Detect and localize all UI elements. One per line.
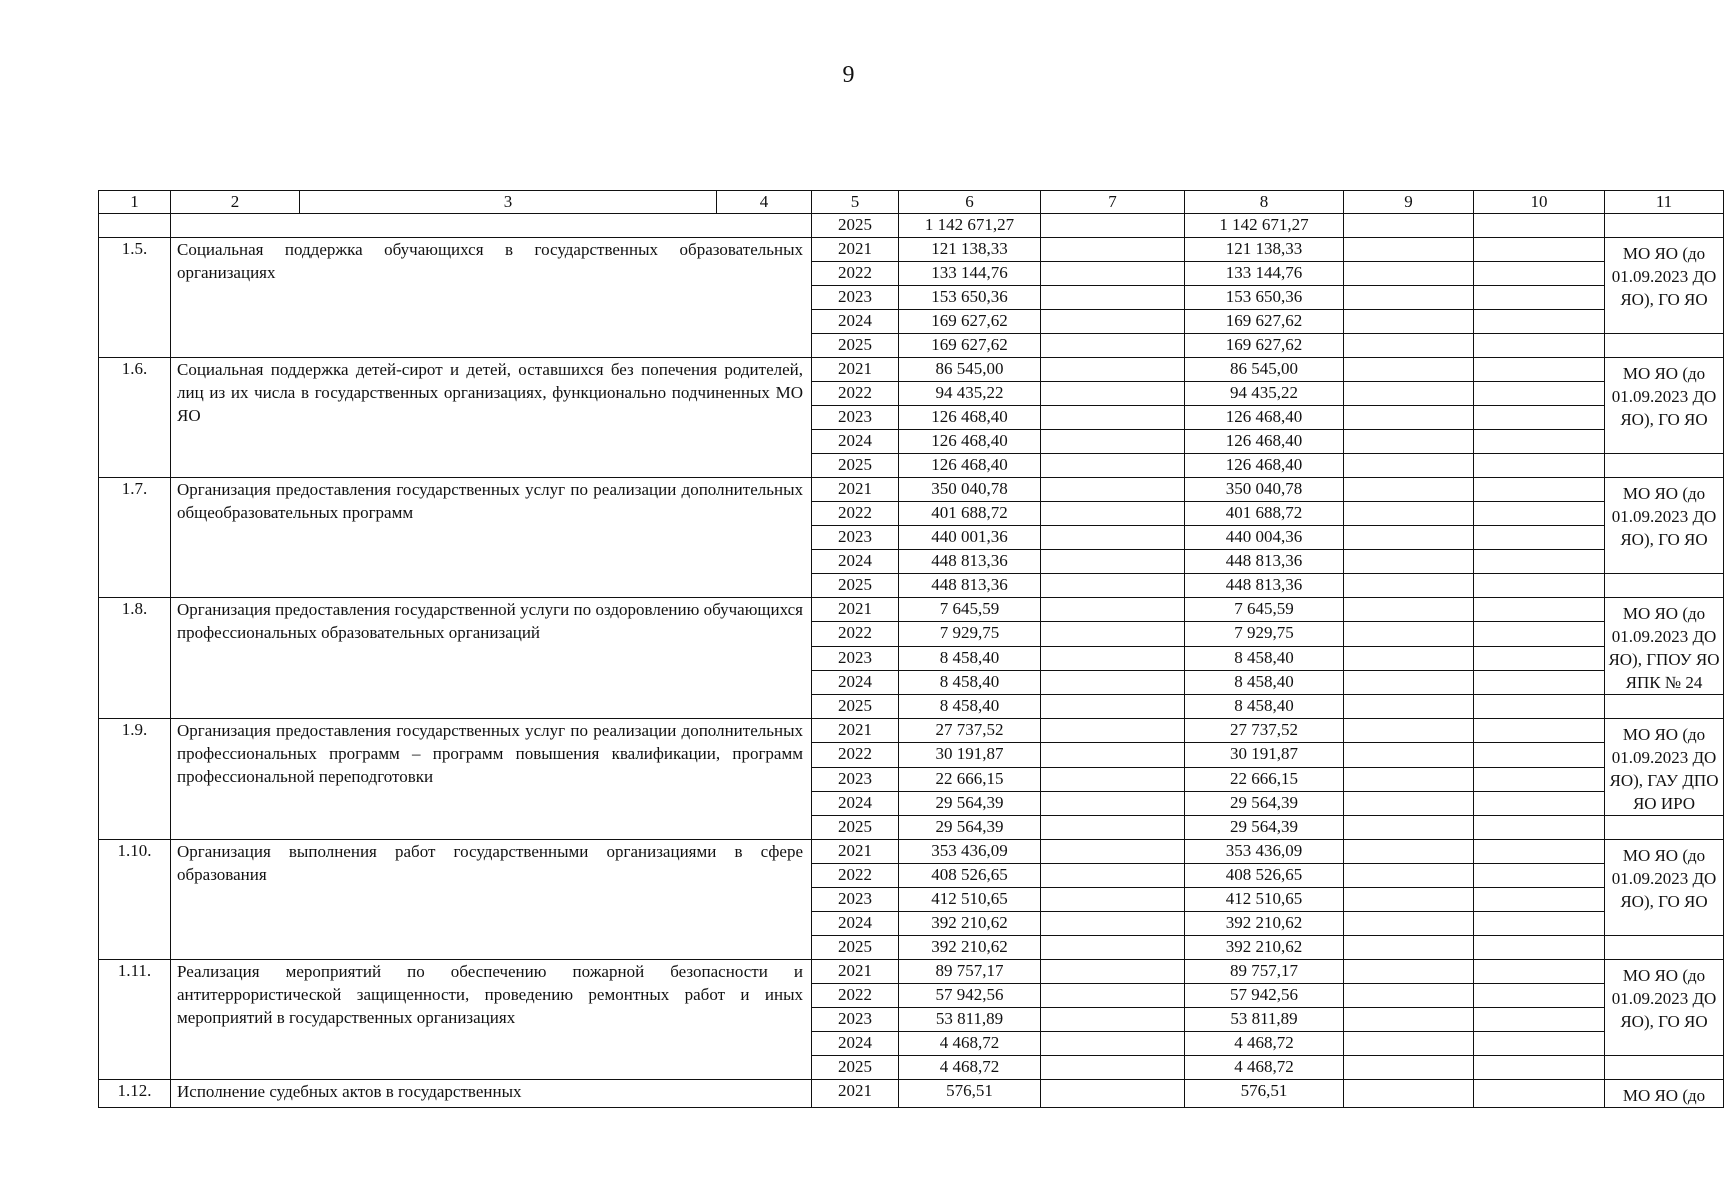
col10-cell <box>1474 502 1605 526</box>
col6-cell: 448 813,36 <box>899 574 1041 598</box>
table-row <box>99 238 1724 262</box>
col10-cell <box>1474 767 1605 791</box>
year-cell: 2023 <box>812 646 899 670</box>
col6-cell: 408 526,65 <box>899 864 1041 888</box>
col10-cell <box>1474 960 1605 984</box>
col6-cell: 29 564,39 <box>899 791 1041 815</box>
col7-cell <box>1041 238 1185 262</box>
col9-cell <box>1344 286 1474 310</box>
year-cell: 2025 <box>812 816 899 840</box>
col6-cell: 133 144,76 <box>899 262 1041 286</box>
col6-cell: 353 436,09 <box>899 840 1041 864</box>
year-cell: 2021 <box>812 960 899 984</box>
col7-cell <box>1041 864 1185 888</box>
col9-cell <box>1344 454 1474 478</box>
page-number: 9 <box>842 62 855 88</box>
col6-cell: 121 138,33 <box>899 238 1041 262</box>
col10-cell <box>1474 358 1605 382</box>
year-cell: 2022 <box>812 262 899 286</box>
item-number-cell: 1.7. <box>99 478 171 598</box>
col9-cell <box>1344 550 1474 574</box>
col9-cell <box>1344 502 1474 526</box>
year-cell: 2023 <box>812 1008 899 1032</box>
col9-cell <box>1344 912 1474 936</box>
year-cell: 2021 <box>812 598 899 622</box>
table-row <box>99 1080 1724 1108</box>
table-row <box>99 598 1724 622</box>
col10-cell <box>1474 1056 1605 1080</box>
col6-cell: 8 458,40 <box>899 670 1041 694</box>
year-cell: 2021 <box>812 1080 899 1108</box>
executor-cell: МО ЯО (до 01.09.2023 ДО ЯО), ГПОУ ЯО ЯПК № 24 <box>1605 598 1724 695</box>
col8-cell: 8 458,40 <box>1185 646 1344 670</box>
col6-cell: 53 811,89 <box>899 1008 1041 1032</box>
col8-cell: 350 040,78 <box>1185 478 1344 502</box>
col10-cell <box>1474 816 1605 840</box>
col9-cell <box>1344 864 1474 888</box>
col6-cell: 4 468,72 <box>899 1032 1041 1056</box>
col6-cell: 448 813,36 <box>899 550 1041 574</box>
item-number-cell: 1.6. <box>99 358 171 478</box>
col7-cell <box>1041 888 1185 912</box>
col8-cell: 86 545,00 <box>1185 358 1344 382</box>
col7-cell <box>1041 382 1185 406</box>
year-cell: 2021 <box>812 719 899 743</box>
year-cell: 2025 <box>812 1056 899 1080</box>
year-cell: 2024 <box>812 310 899 334</box>
col9-cell <box>1344 984 1474 1008</box>
item-number-cell: 1.9. <box>99 719 171 840</box>
col9-cell <box>1344 816 1474 840</box>
col6-cell: 392 210,62 <box>899 912 1041 936</box>
col7-cell <box>1041 310 1185 334</box>
col8-cell: 392 210,62 <box>1185 912 1344 936</box>
col9-cell <box>1344 430 1474 454</box>
col8-cell: 29 564,39 <box>1185 816 1344 840</box>
col10-cell <box>1474 646 1605 670</box>
col8-cell: 126 468,40 <box>1185 406 1344 430</box>
col9-cell <box>1344 719 1474 743</box>
col6-cell: 27 737,52 <box>899 719 1041 743</box>
col7-cell <box>1041 1008 1185 1032</box>
col8-cell: 7 929,75 <box>1185 622 1344 646</box>
col6-cell: 22 666,15 <box>899 767 1041 791</box>
col9-cell <box>1344 622 1474 646</box>
col6-cell: 401 688,72 <box>899 502 1041 526</box>
carry-num-cell <box>99 214 171 238</box>
col9-cell <box>1344 767 1474 791</box>
col8-cell: 412 510,65 <box>1185 888 1344 912</box>
year-cell: 2023 <box>812 286 899 310</box>
item-name-cell: Организация предоставления государственной услуги по оздоровлению обучающихся профессиональных образовательных организаций <box>171 598 812 719</box>
col6-cell: 126 468,40 <box>899 406 1041 430</box>
year-cell: 2022 <box>812 622 899 646</box>
item-number-cell: 1.12. <box>99 1080 171 1108</box>
col7-cell <box>1041 478 1185 502</box>
col7-cell <box>1041 719 1185 743</box>
col7-cell <box>1041 695 1185 719</box>
item-name-cell: Реализация мероприятий по обеспечению пожарной безопасности и антитеррористической защищенности, проведению ремонтных работ и иных мероприятий в государственных организациях <box>171 960 812 1080</box>
col10-cell <box>1474 310 1605 334</box>
year-cell: 2022 <box>812 502 899 526</box>
table-row <box>99 478 1724 502</box>
year-cell: 2023 <box>812 767 899 791</box>
col10-cell <box>1474 382 1605 406</box>
col10-cell <box>1474 1032 1605 1056</box>
col9-cell <box>1344 406 1474 430</box>
col8-cell: 7 645,59 <box>1185 598 1344 622</box>
year-cell: 2021 <box>812 840 899 864</box>
col6-cell: 7 929,75 <box>899 622 1041 646</box>
executor-cell <box>1605 214 1724 238</box>
col8-cell: 94 435,22 <box>1185 382 1344 406</box>
year-cell: 2025 <box>812 936 899 960</box>
col10-cell <box>1474 334 1605 358</box>
col6-cell: 4 468,72 <box>899 1056 1041 1080</box>
col7-cell <box>1041 912 1185 936</box>
col9-cell <box>1344 1056 1474 1080</box>
col9-cell <box>1344 791 1474 815</box>
col7-cell <box>1041 550 1185 574</box>
executor-empty-cell <box>1605 454 1724 478</box>
col6-cell: 126 468,40 <box>899 430 1041 454</box>
col10-cell <box>1474 936 1605 960</box>
year-cell: 2024 <box>812 430 899 454</box>
col7-cell <box>1041 262 1185 286</box>
executor-cell: МО ЯО (до 01.09.2023 ДО ЯО), ГО ЯО <box>1605 840 1724 936</box>
col8-cell: 153 650,36 <box>1185 286 1344 310</box>
col10-cell <box>1474 1008 1605 1032</box>
table-row <box>99 719 1724 743</box>
executor-cell: МО ЯО (до 01.09.2023 ДО ЯО), ГО ЯО <box>1605 238 1724 334</box>
col7-cell <box>1041 670 1185 694</box>
item-number-cell: 1.11. <box>99 960 171 1080</box>
year-cell: 2025 <box>812 695 899 719</box>
col8-cell: 8 458,40 <box>1185 695 1344 719</box>
header-cell: 11 <box>1605 191 1724 214</box>
col10-cell <box>1474 526 1605 550</box>
col8-cell: 392 210,62 <box>1185 936 1344 960</box>
item-number-cell: 1.10. <box>99 840 171 960</box>
year-cell: 2021 <box>812 478 899 502</box>
item-name-cell: Исполнение судебных актов в государственных <box>171 1080 812 1108</box>
col7-cell <box>1041 406 1185 430</box>
header-cell: 10 <box>1474 191 1605 214</box>
col9-cell <box>1344 646 1474 670</box>
year-cell: 2025 <box>812 334 899 358</box>
col10-cell <box>1474 791 1605 815</box>
col7-cell <box>1041 286 1185 310</box>
year-cell: 2023 <box>812 526 899 550</box>
col8-cell: 89 757,17 <box>1185 960 1344 984</box>
col7-cell <box>1041 430 1185 454</box>
col7-cell <box>1041 1080 1185 1108</box>
col10-cell <box>1474 912 1605 936</box>
col9-cell <box>1344 382 1474 406</box>
carry-over-row <box>99 214 1724 238</box>
col8-cell: 169 627,62 <box>1185 310 1344 334</box>
col10-cell <box>1474 888 1605 912</box>
header-cell: 6 <box>899 191 1041 214</box>
year-cell: 2024 <box>812 1032 899 1056</box>
col6-cell: 8 458,40 <box>899 695 1041 719</box>
col10-cell <box>1474 430 1605 454</box>
carry-name-cell <box>171 214 812 238</box>
executor-empty-cell <box>1605 816 1724 840</box>
col7-cell <box>1041 454 1185 478</box>
col8-cell: 27 737,52 <box>1185 719 1344 743</box>
col8-cell: 22 666,15 <box>1185 767 1344 791</box>
col7-cell <box>1041 1032 1185 1056</box>
col9-cell <box>1344 1080 1474 1108</box>
header-cell: 4 <box>717 191 812 214</box>
col8-cell: 126 468,40 <box>1185 430 1344 454</box>
col7-cell <box>1041 816 1185 840</box>
col9-cell <box>1344 526 1474 550</box>
year-cell: 2022 <box>812 743 899 767</box>
col8-cell: 29 564,39 <box>1185 791 1344 815</box>
col10-cell <box>1474 478 1605 502</box>
col9-cell <box>1344 214 1474 238</box>
col10-cell <box>1474 984 1605 1008</box>
col6-cell: 576,51 <box>899 1080 1041 1108</box>
year-cell: 2022 <box>812 382 899 406</box>
col8-cell: 448 813,36 <box>1185 574 1344 598</box>
col7-cell <box>1041 791 1185 815</box>
year-cell: 2021 <box>812 358 899 382</box>
executor-cell: МО ЯО (до 01.09.2023 ДО ЯО), ГО ЯО <box>1605 478 1724 574</box>
col10-cell <box>1474 622 1605 646</box>
item-name-cell: Организация выполнения работ государственными организациями в сфере образования <box>171 840 812 960</box>
year-cell: 2024 <box>812 550 899 574</box>
year-cell: 2023 <box>812 406 899 430</box>
col9-cell <box>1344 598 1474 622</box>
item-name-cell: Социальная поддержка детей-сирот и детей, оставшихся без попечения родителей, лиц из их числа в государственных организациях, функционально подчиненных МО ЯО <box>171 358 812 478</box>
col9-cell <box>1344 1032 1474 1056</box>
col10-cell <box>1474 574 1605 598</box>
col8-cell: 401 688,72 <box>1185 502 1344 526</box>
year-cell: 2025 <box>812 574 899 598</box>
col8-cell: 448 813,36 <box>1185 550 1344 574</box>
col8-cell: 4 468,72 <box>1185 1056 1344 1080</box>
col6-cell: 392 210,62 <box>899 936 1041 960</box>
col9-cell <box>1344 310 1474 334</box>
col10-cell <box>1474 214 1605 238</box>
col8-cell: 169 627,62 <box>1185 334 1344 358</box>
col10-cell <box>1474 743 1605 767</box>
col7-cell <box>1041 214 1185 238</box>
col10-cell <box>1474 1080 1605 1108</box>
col6-cell: 86 545,00 <box>899 358 1041 382</box>
col6-cell: 1 142 671,27 <box>899 214 1041 238</box>
col8-cell: 53 811,89 <box>1185 1008 1344 1032</box>
col9-cell <box>1344 478 1474 502</box>
col10-cell <box>1474 406 1605 430</box>
item-number-cell: 1.8. <box>99 598 171 719</box>
executor-empty-cell <box>1605 936 1724 960</box>
col6-cell: 8 458,40 <box>899 646 1041 670</box>
header-cell: 3 <box>300 191 717 214</box>
col8-cell: 408 526,65 <box>1185 864 1344 888</box>
year-cell: 2025 <box>812 454 899 478</box>
col7-cell <box>1041 574 1185 598</box>
item-name-cell: Социальная поддержка обучающихся в государственных образовательных организациях <box>171 238 812 358</box>
table-row <box>99 358 1724 382</box>
col10-cell <box>1474 454 1605 478</box>
year-cell: 2022 <box>812 864 899 888</box>
header-cell: 1 <box>99 191 171 214</box>
col7-cell <box>1041 358 1185 382</box>
col10-cell <box>1474 719 1605 743</box>
col6-cell: 7 645,59 <box>899 598 1041 622</box>
col10-cell <box>1474 286 1605 310</box>
col10-cell <box>1474 695 1605 719</box>
col10-cell <box>1474 598 1605 622</box>
table-row <box>99 960 1724 984</box>
year-cell: 2024 <box>812 670 899 694</box>
item-number-cell: 1.5. <box>99 238 171 358</box>
col7-cell <box>1041 622 1185 646</box>
executor-cell: МО ЯО (до 01.09.2023 ДО ЯО), ГО ЯО <box>1605 960 1724 1056</box>
col6-cell: 169 627,62 <box>899 334 1041 358</box>
col9-cell <box>1344 695 1474 719</box>
col10-cell <box>1474 550 1605 574</box>
col7-cell <box>1041 960 1185 984</box>
col6-cell: 57 942,56 <box>899 984 1041 1008</box>
col10-cell <box>1474 864 1605 888</box>
col7-cell <box>1041 984 1185 1008</box>
col9-cell <box>1344 334 1474 358</box>
col8-cell: 1 142 671,27 <box>1185 214 1344 238</box>
col9-cell <box>1344 670 1474 694</box>
col10-cell <box>1474 238 1605 262</box>
col8-cell: 4 468,72 <box>1185 1032 1344 1056</box>
header-cell: 5 <box>812 191 899 214</box>
col8-cell: 440 004,36 <box>1185 526 1344 550</box>
col7-cell <box>1041 767 1185 791</box>
col7-cell <box>1041 743 1185 767</box>
executor-cell: МО ЯО (до 01.09.2023 ДО ЯО), ГО ЯО <box>1605 358 1724 454</box>
col6-cell: 94 435,22 <box>899 382 1041 406</box>
col7-cell <box>1041 598 1185 622</box>
col9-cell <box>1344 743 1474 767</box>
col10-cell <box>1474 670 1605 694</box>
col8-cell: 126 468,40 <box>1185 454 1344 478</box>
col7-cell <box>1041 334 1185 358</box>
header-cell: 9 <box>1344 191 1474 214</box>
col9-cell <box>1344 358 1474 382</box>
col8-cell: 353 436,09 <box>1185 840 1344 864</box>
col6-cell: 153 650,36 <box>899 286 1041 310</box>
executor-cell: МО ЯО (до <box>1605 1080 1724 1108</box>
col7-cell <box>1041 936 1185 960</box>
year-cell: 2023 <box>812 888 899 912</box>
executor-empty-cell <box>1605 574 1724 598</box>
col9-cell <box>1344 262 1474 286</box>
col10-cell <box>1474 840 1605 864</box>
item-name-cell: Организация предоставления государственных услуг по реализации дополнительных общеобразовательных программ <box>171 478 812 598</box>
col9-cell <box>1344 1008 1474 1032</box>
col7-cell <box>1041 646 1185 670</box>
year-cell: 2021 <box>812 238 899 262</box>
col8-cell: 57 942,56 <box>1185 984 1344 1008</box>
col6-cell: 350 040,78 <box>899 478 1041 502</box>
col9-cell <box>1344 840 1474 864</box>
col6-cell: 29 564,39 <box>899 816 1041 840</box>
year-cell: 2022 <box>812 984 899 1008</box>
col8-cell: 133 144,76 <box>1185 262 1344 286</box>
year-cell: 2025 <box>812 214 899 238</box>
item-name-cell: Организация предоставления государственных услуг по реализации дополнительных профессиональных программ – программ повышения квалификации, программ профессиональной переподготовки <box>171 719 812 840</box>
col6-cell: 126 468,40 <box>899 454 1041 478</box>
year-cell: 2024 <box>812 912 899 936</box>
col8-cell: 8 458,40 <box>1185 670 1344 694</box>
col6-cell: 440 001,36 <box>899 526 1041 550</box>
col7-cell <box>1041 526 1185 550</box>
year-cell: 2024 <box>812 791 899 815</box>
col8-cell: 30 191,87 <box>1185 743 1344 767</box>
col6-cell: 89 757,17 <box>899 960 1041 984</box>
col8-cell: 121 138,33 <box>1185 238 1344 262</box>
executor-cell: МО ЯО (до 01.09.2023 ДО ЯО), ГАУ ДПО ЯО ИРО <box>1605 719 1724 816</box>
budget-table <box>98 190 1724 1108</box>
col8-cell: 576,51 <box>1185 1080 1344 1108</box>
col6-cell: 412 510,65 <box>899 888 1041 912</box>
header-cell: 2 <box>171 191 300 214</box>
col6-cell: 169 627,62 <box>899 310 1041 334</box>
executor-empty-cell <box>1605 695 1724 719</box>
executor-empty-cell <box>1605 1056 1724 1080</box>
col9-cell <box>1344 960 1474 984</box>
col9-cell <box>1344 238 1474 262</box>
col7-cell <box>1041 840 1185 864</box>
col6-cell: 30 191,87 <box>899 743 1041 767</box>
header-cell: 7 <box>1041 191 1185 214</box>
col9-cell <box>1344 574 1474 598</box>
header-cell: 8 <box>1185 191 1344 214</box>
col9-cell <box>1344 888 1474 912</box>
col9-cell <box>1344 936 1474 960</box>
executor-empty-cell <box>1605 334 1724 358</box>
table-row <box>99 840 1724 864</box>
col7-cell <box>1041 1056 1185 1080</box>
col7-cell <box>1041 502 1185 526</box>
col10-cell <box>1474 262 1605 286</box>
header-row <box>99 191 1724 214</box>
